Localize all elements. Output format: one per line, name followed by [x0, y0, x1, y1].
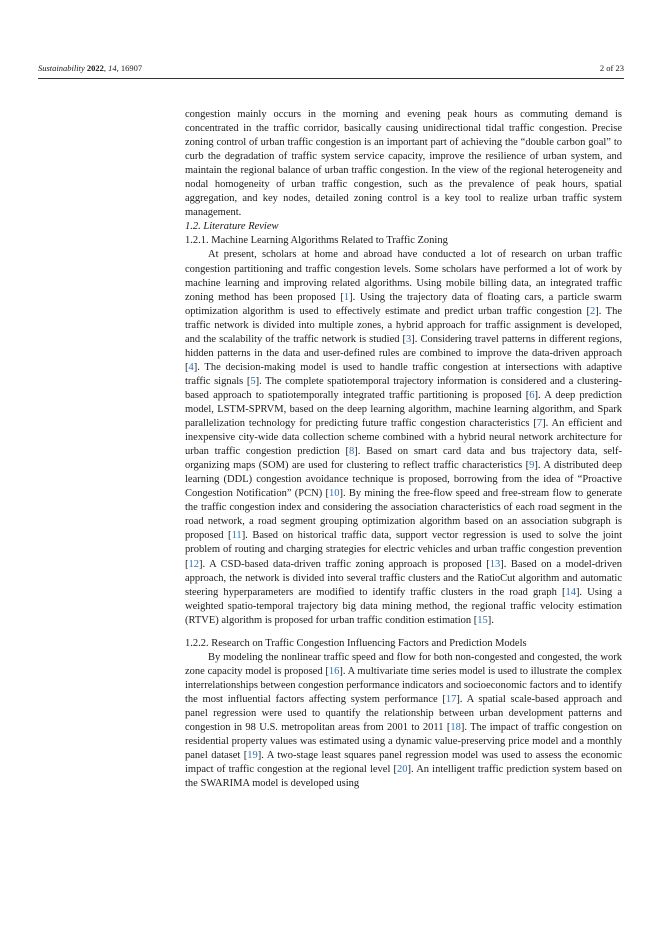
journal-name: Sustainability [38, 63, 85, 73]
page-header [38, 60, 624, 79]
citation-link[interactable]: 7 [536, 418, 543, 430]
subsection-1-paragraph: At present, scholars at home and abroad have conducted a lot of research on urban traffic congestion partitioning and traffic congestion levels. Some scholars have performed a lot of work by machine learning and improving related algorithms. Using mobile billing data, an integrated traffic zoning method has been proposed [1]. Using the trajectory data of floating cars, a particle swarm optimization algorithm is used to effectively estimate and predict urban traffic congestion [2]. The traffic network is divided into multiple zones, a hybrid approach for traffic assignment is developed, and the scalability of the traffic network is studied [3]. Considering travel patterns in different regions, hidden patterns in the data and user-defined rules are combined to improve the data-driven approach [4]. The decision-making model is used to handle traffic congestion at intersections with adaptive traffic signals [5]. The complete spatiotemporal trajectory information is considered and a clustering-based approach to spatiotemporally integrated traffic partitioning is proposed [6]. A deep prediction model, LSTM-SPRVM, based on the deep learning algorithm, machine learning algorithm, and Spark parallelization technology for predicting future traffic congestion characteristics [7]. An efficient and inexpensive city-wide data collection scheme combined with a hybrid neural network architecture for urban traffic congestion prediction [8]. Based on smart card data and bus trajectory data, self-organizing maps (SOM) are used for clustering to reflect traffic characteristics [9]. A distributed deep learning (DDL) congestion avoidance technique is proposed, borrowing from the idea of “Proactive Congestion Notification” (PCN) [10]. By mining the free-flow speed and free-stream flow to generate the traffic congestion index and considering the association characteristics of each road segment in the road network, a road segment grouping optimization algorithm based on an association subgraph is proposed [11]. Based on historical traffic data, support vector regression is used to solve the joint problem of routing and charging strategies for electric vehicles and urban traffic congestion prevention [12]. A CSD-based data-driven traffic zoning approach is proposed [13]. Based on a model-driven approach, the network is divided into several traffic clusters and the RatioCut algorithm and automatic steering hyperparameters are modified to identify traffic clusters in the road graph [14]. Using a weighted spatio-temporal trajectory big data mining method, the regional traffic velocity estimation (RTVE) algorithm is proposed for urban traffic condition estimation [15]. [185, 249, 623, 626]
citation-link[interactable]: 5 [250, 375, 256, 387]
citation-link[interactable]: 6 [529, 389, 535, 401]
subsection-2-paragraph: By modeling the nonlinear traffic speed and flow for both non-congested and congested, the work zone capacity model is proposed [16]. A multivariate time series model is used to illustrate the complex interrelationships between congestion performance indicators and socioeconomic factors and to identify the most influential factors affecting system performance [17]. A spatial scale-based approach and panel regression were used to quantify the relationship between urban development patterns and congestion in 98 U.S. metropolitan areas from 2001 to 2011 [18]. The impact of traffic congestion on residential property values was estimated using a dynamic value-preserving price model and a monthly panel dataset [19]. A two-stage least squares panel regression model was used to assess the economic impact of traffic congestion at the regional level [20]. An intelligent traffic prediction system based on the SWARIMA model is developed using [185, 651, 623, 790]
citation-link[interactable]: 11 [231, 530, 242, 542]
citation-link[interactable]: 3 [406, 333, 412, 345]
citation-link[interactable]: 18 [450, 722, 461, 734]
citation-link[interactable]: 12 [188, 558, 199, 570]
journal-volume: 14 [108, 63, 117, 73]
citation-link[interactable]: 10 [328, 488, 340, 500]
citation-link[interactable]: 4 [188, 361, 194, 373]
citation-link[interactable]: 15 [477, 614, 488, 626]
article-number: 16907 [120, 63, 143, 73]
citation-link[interactable]: 20 [397, 764, 408, 776]
page-number: 2 of 23 [599, 63, 624, 73]
article-body [185, 108, 622, 791]
citation-link[interactable]: 2 [589, 305, 596, 317]
citation-link[interactable]: 16 [328, 665, 340, 677]
intro-paragraph: congestion mainly occurs in the morning and evening peak hours as commuting demand is concentrated in the traffic corridor, basically causing unidirectional tidal traffic congestion. Precise zoning control of urban traffic congestion is an important part of achieving the “double carbon goal” to curb the degradation of traffic system service capacity, improve the resilience of urban system, and maintain the regional balance of urban traffic congestion. In the view of the regional heterogeneity and nodal homogeneity of urban traffic congestion, such as the prevalence of peak hours, spatial aggregation, and key nodes, detailed zoning control is a key tool to realize urban traffic system management. [185, 109, 622, 219]
subsection-title-2: 1.2.2. Research on Traffic Congestion Influencing Factors and Prediction Models [185, 637, 527, 649]
citation-link[interactable]: 9 [529, 460, 535, 472]
citation-link[interactable]: 8 [349, 446, 355, 458]
citation-link[interactable]: 1 [343, 291, 350, 303]
citation-link[interactable]: 17 [445, 693, 457, 705]
citation-link[interactable]: 13 [489, 558, 501, 570]
citation-link[interactable]: 14 [565, 586, 576, 598]
subsection-title-1: 1.2.1. Machine Learning Algorithms Related to Traffic Zoning [185, 235, 448, 247]
journal-citation: Sustainability 2022, 14, 16907 [38, 63, 143, 73]
citation-link[interactable]: 19 [247, 750, 258, 762]
journal-year: 2022 [86, 63, 104, 73]
section-title: 1.2. Literature Review [185, 221, 279, 233]
